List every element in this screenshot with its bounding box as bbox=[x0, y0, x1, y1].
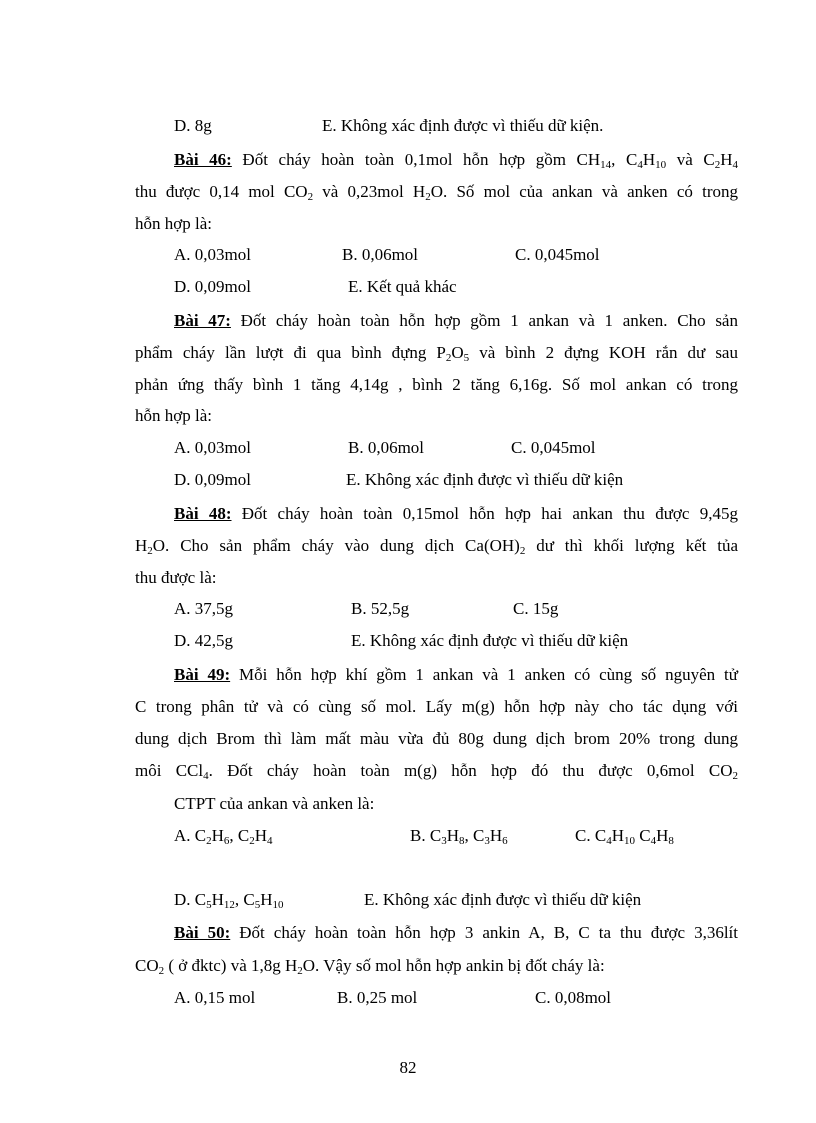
q49-option-c: C. $C_4H_{10}$ $C_4H_8$ bbox=[575, 826, 674, 847]
q47-line-4: hỗn hợp là: bbox=[135, 406, 212, 425]
q49-option-e: E. Không xác định được vì thiếu dữ kiện bbox=[364, 890, 642, 909]
q49-label: Bài 49: bbox=[174, 665, 231, 684]
q46-option-a: A. 0,03mol bbox=[174, 245, 251, 264]
q49-option-d: D. $C_5H_{12}$, $C_5H_{10}$ bbox=[174, 890, 284, 911]
q46-option-b: B. 0,06mol bbox=[342, 245, 419, 264]
q49-option-b: B. $C_3H_8$, $C_3H_6$ bbox=[410, 826, 508, 847]
q47-option-d: D. 0,09mol bbox=[174, 470, 251, 489]
page-number: 82 bbox=[399, 1058, 417, 1077]
q46-option-e: E. Kết quả khác bbox=[348, 277, 457, 296]
q48-line-1: Bài 48: Đốt cháy hoàn toàn 0,15mol hỗn hợp hai ankan thu được 9,45g bbox=[174, 504, 738, 523]
q48-option-e: E. Không xác định được vì thiếu dữ kiện bbox=[351, 631, 629, 650]
q47-option-e: E. Không xác định được vì thiếu dữ kiện bbox=[346, 470, 624, 489]
q50-label: Bài 50: bbox=[174, 923, 231, 942]
q46-label: Bài 46: bbox=[174, 150, 232, 169]
q46-line-1: Bài 46: Đốt cháy hoàn toàn 0,1mol hỗn hợp gồm $CH_{14}$, $C_4H_{10}$ và $C_2H_4$ bbox=[174, 150, 738, 171]
q48-label: Bài 48: bbox=[174, 504, 232, 523]
q47-line-3: phản ứng thấy bình 1 tăng 4,14g , bình 2 tăng 6,16g. Số mol ankan có trong bbox=[135, 375, 738, 394]
q48-line-3: thu được là: bbox=[135, 568, 217, 587]
q49-line-5: CTPT của ankan và anken là: bbox=[174, 794, 375, 813]
q47-label: Bài 47: bbox=[174, 311, 231, 330]
q50-line-2: $CO_2$ ( ở đktc) và 1,8g $H_2O$. Vậy số mol hỗn hợp ankin bị đốt cháy là: bbox=[135, 956, 605, 977]
q47-line-2: phẩm cháy lần lượt đi qua bình đựng $P_2O_5$ và bình 2 đựng KOH rắn dư sau bbox=[135, 343, 738, 364]
q48-option-b: B. 52,5g bbox=[351, 599, 410, 618]
q50-option-a: A. 0,15 mol bbox=[174, 988, 256, 1007]
q49-option-a: A. $C_2H_6$, $C_2H_4$ bbox=[174, 826, 273, 847]
q47-option-c: C. 0,045mol bbox=[511, 438, 596, 457]
q50-option-c: C. 0,08mol bbox=[535, 988, 612, 1007]
q46-option-c: C. 0,045mol bbox=[515, 245, 600, 264]
q48-option-a: A. 37,5g bbox=[174, 599, 234, 618]
q47-option-a: A. 0,03mol bbox=[174, 438, 251, 457]
q48-line-2: $H_2O$. Cho sản phẩm cháy vào dung dịch $Ca(OH)_2$ dư thì khối lượng kết tủa bbox=[135, 536, 738, 557]
q45-option-d: D. 8g bbox=[174, 116, 212, 135]
q48-option-c: C. 15g bbox=[513, 599, 559, 618]
q49-line-1: Bài 49: Mỗi hỗn hợp khí gồm 1 ankan và 1 anken có cùng số nguyên tử bbox=[174, 665, 738, 684]
q48-option-d: D. 42,5g bbox=[174, 631, 234, 650]
q46-line-2: thu được 0,14 mol $CO_2$ và 0,23mol $H_2O$. Số mol của ankan và anken có trong bbox=[135, 182, 738, 203]
q46-option-d: D. 0,09mol bbox=[174, 277, 251, 296]
q49-line-4: môi CCl$_4$. Đốt cháy hoàn toàn m(g) hỗn hợp đó thu được 0,6mol $CO_2$ bbox=[135, 761, 738, 782]
q47-line-1: Bài 47: Đốt cháy hoàn toàn hỗn hợp gồm 1 ankan và 1 anken. Cho sản bbox=[174, 311, 738, 330]
q46-line-3: hỗn hợp là: bbox=[135, 214, 212, 233]
q45-option-e: E. Không xác định được vì thiếu dữ kiện. bbox=[322, 116, 604, 135]
q47-option-b: B. 0,06mol bbox=[348, 438, 425, 457]
q49-line-3: dung dịch Brom thì làm mất màu vừa đủ 80g dung dịch brom 20% trong dung bbox=[135, 729, 738, 748]
q50-line-1: Bài 50: Đốt cháy hoàn toàn hỗn hợp 3 ankin A, B, C ta thu được 3,36lít bbox=[174, 923, 738, 942]
q50-option-b: B. 0,25 mol bbox=[337, 988, 418, 1007]
q49-line-2: C trong phân tử và có cùng số mol. Lấy m(g) hỗn hợp này cho tác dụng với bbox=[135, 697, 738, 716]
